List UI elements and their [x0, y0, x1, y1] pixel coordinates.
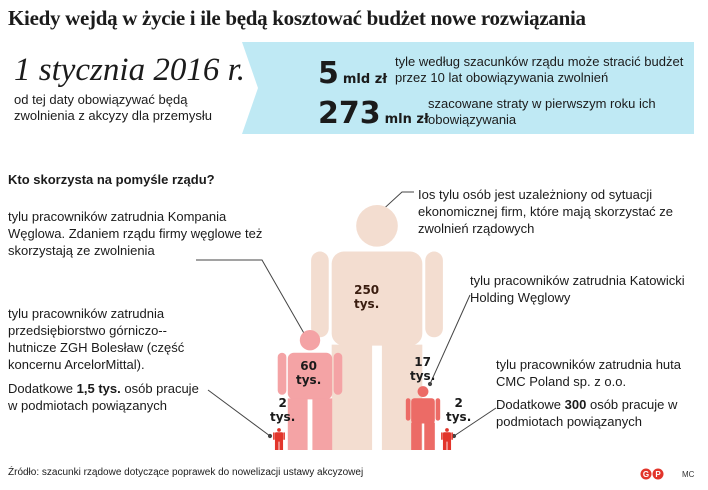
page-title: Kiedy wejdą w życie i ile będą kosztować budżet nowe rozwiązania: [8, 6, 586, 30]
author-credit: MC: [682, 470, 695, 479]
figure-label-kw: [296, 359, 321, 387]
note-zgh-related-pre: Dodatkowe: [8, 381, 77, 396]
figure-label-dependent: [354, 283, 379, 311]
figure-label-cmc-num: 2: [454, 396, 463, 410]
publisher-logo-icon: [640, 468, 666, 480]
note-cmc-related-pre: Dodatkowe: [496, 397, 565, 412]
stat-loss-year1-description: szacowane straty w pierwszym roku ich obowiązywania: [428, 96, 656, 127]
note-cmc: tylu pracowników zatrudnia huta CMC Poland sp. z o.o.: [496, 357, 681, 389]
stat-loss-year1-value: 273: [318, 96, 381, 131]
note-cmc-related-bold: 300: [564, 397, 587, 412]
source-footer: Źródło: szacunki rządowe dotyczące poprawek do nowelizacji ustawy akcyzowej: [8, 467, 364, 478]
figure-label-cmc-unit: tys.: [446, 410, 472, 424]
leader-kw: [196, 260, 305, 335]
figure-label-kw-unit: tys.: [296, 373, 322, 387]
figure-label-zgh: [270, 396, 295, 424]
stat-loss-10y-unit: mld zł: [342, 72, 388, 87]
figure-label-dependent-unit: tys.: [354, 297, 380, 311]
note-zgh-related-bold: 1,5 tys.: [76, 381, 121, 396]
note-cmc-related-post: osób pracuje w podmiotach powiązanych: [496, 397, 678, 429]
effective-date-description: od tej daty obowiązywać będą zwolnienia z akcyzy dla przemysłu: [14, 92, 212, 123]
figure-label-khw-unit: tys.: [410, 369, 436, 383]
note-kompania-weglowa: tylu pracowników zatrudnia Kompania Węglowa. Zdaniem rządu firmy węglowe też skorzystają ze zwolnienia: [8, 209, 263, 258]
person-figure-cmc: [441, 428, 453, 450]
note-khw: tylu pracowników zatrudnia Katowicki Holding Węglowy: [470, 273, 685, 305]
svg-text:P: P: [655, 470, 661, 479]
figure-label-khw-num: 17: [414, 355, 431, 369]
figure-label-kw-num: 60: [300, 359, 317, 373]
effective-date: 1 stycznia 2016 r.: [14, 52, 245, 88]
note-zgh-related-post: osób pracuje w podmiotach powiązanych: [8, 381, 199, 413]
note-dependent-people: Ios tylu osób jest uzależniony od sytuacji ekonomicznej firm, które mają skorzystać ze zwolnień rządowych: [418, 187, 674, 236]
svg-text:G: G: [642, 470, 650, 479]
stat-loss-year1-unit: mln zł: [384, 112, 429, 127]
stat-loss-10y-value: 5: [318, 56, 339, 91]
note-zgh-boleslaw: tylu pracowników zatrudnia przedsiębiorstwo górniczo--hutnicze ZGH Bolesław (część koncernu ArcelorMittal).: [8, 306, 185, 372]
figure-label-zgh-unit: tys.: [270, 410, 296, 424]
section-question: Kto skorzysta na pomyśle rządu?: [8, 172, 215, 187]
figure-label-khw: [410, 355, 435, 383]
figure-label-zgh-num: 2: [278, 396, 287, 410]
people-group: [273, 205, 453, 450]
leader-zgh: [208, 390, 270, 436]
figure-label-cmc: [446, 396, 471, 424]
figure-label-dependent-num: 250: [354, 283, 380, 297]
leader-dot: [268, 434, 271, 437]
person-figure-zgh: [273, 428, 285, 450]
stat-loss-10y-description: tyle według szacunków rządu może stracić budżet przez 10 lat obowiązywania zwolnień: [395, 54, 684, 85]
